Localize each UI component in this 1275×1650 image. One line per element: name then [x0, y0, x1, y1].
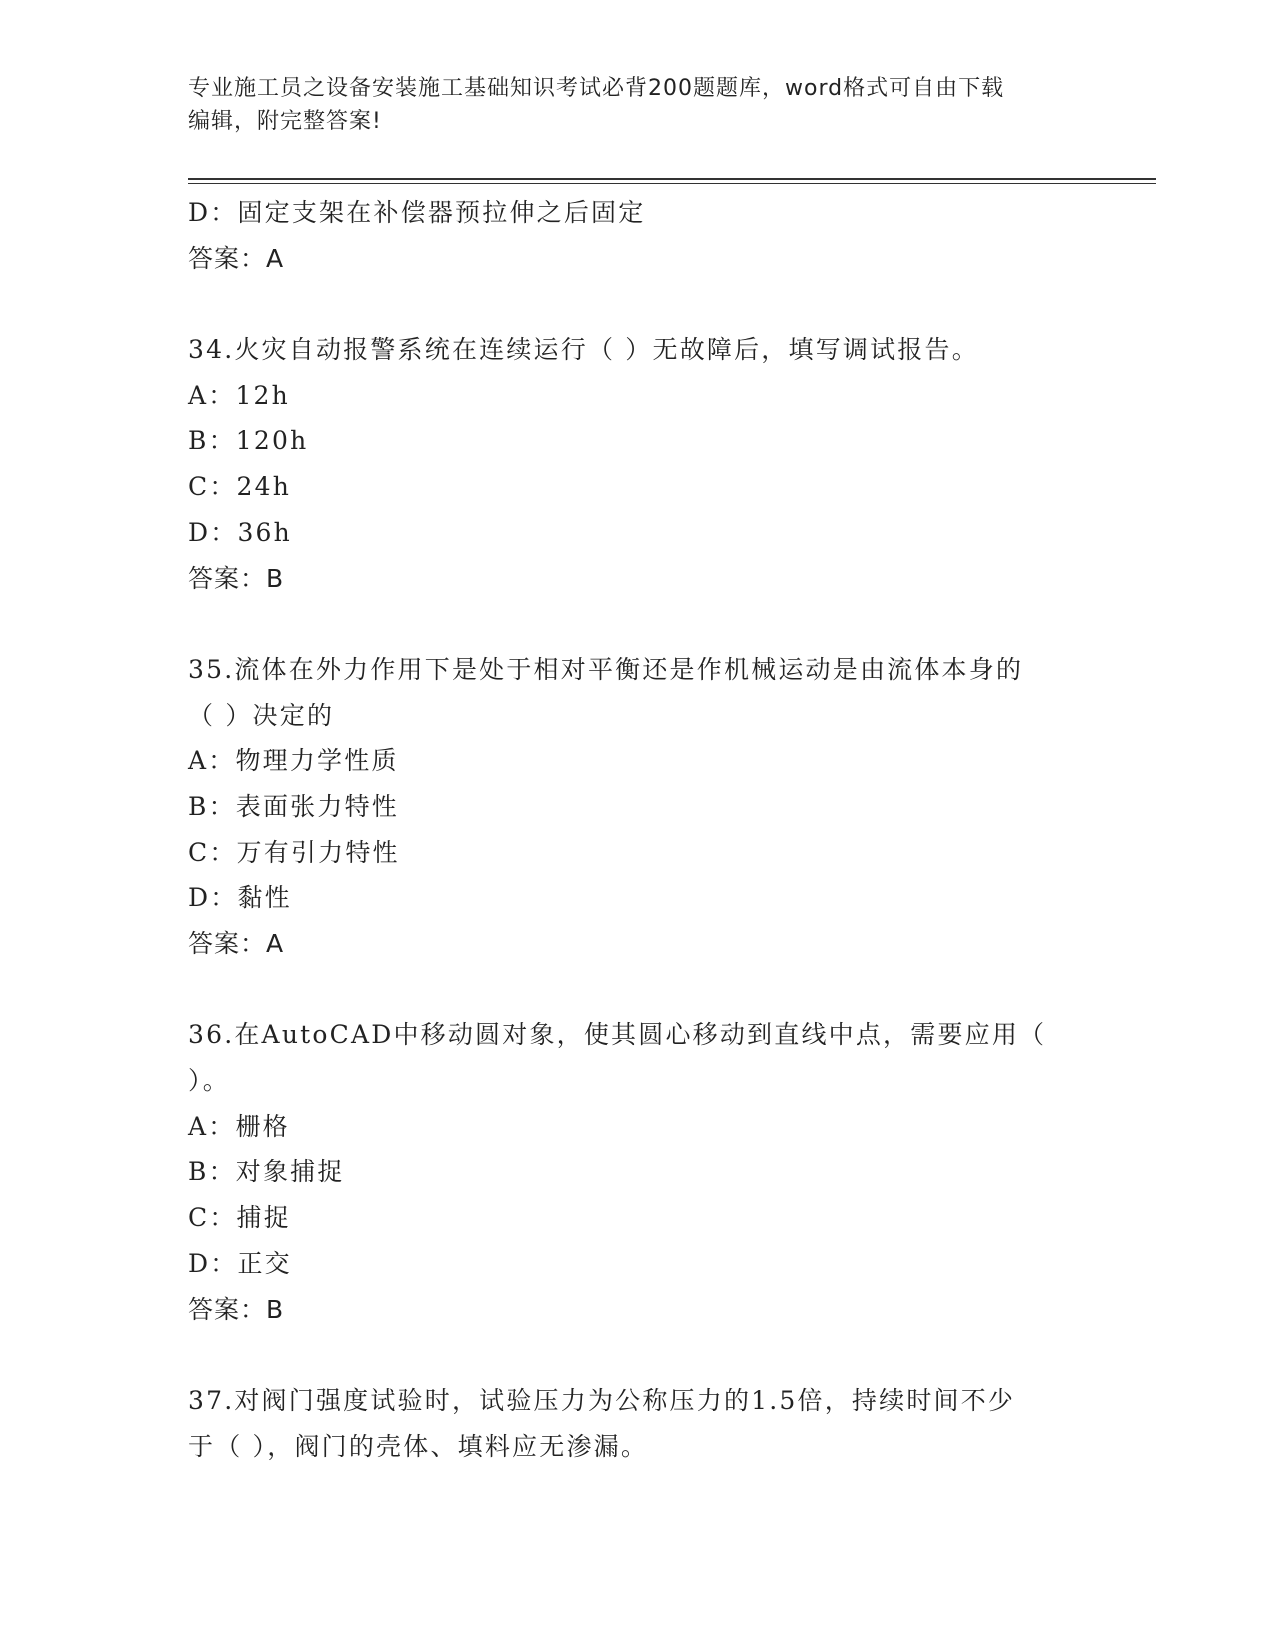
question-34-answer: 答案：B [188, 563, 285, 593]
spacer [188, 281, 1088, 327]
spacer [188, 601, 1088, 647]
spacer [188, 967, 1088, 1013]
spacer [188, 1332, 1088, 1378]
question-list [188, 190, 1088, 1469]
question-35-option-b: B：表面张力特性 [188, 791, 399, 821]
prev-question-option-d: D：固定支架在补偿器预拉伸之后固定 [188, 198, 646, 227]
question-36-option-a: A：栅格 [188, 1111, 290, 1141]
question-36-option-b: B：对象捕捉 [188, 1157, 345, 1187]
question-35-text-line-2: （ ）决定的 [188, 700, 335, 730]
question-35-option-a: A：物理力学性质 [188, 746, 399, 776]
header-divider-thin [188, 183, 1156, 184]
question-35-answer: 答案：A [188, 929, 285, 958]
question-35-text-line-1: 35.流体在外力作用下是处于相对平衡还是作机械运动是由流体本身的 [188, 654, 1024, 684]
question-34-text: 34.火灾自动报警系统在连续运行（ ）无故障后，填写调试报告。 [188, 335, 979, 365]
question-36-option-d: D：正交 [188, 1248, 292, 1278]
header-title-line-2: 编辑，附完整答案! [188, 109, 382, 134]
question-35-option-d: D：黏性 [188, 883, 292, 913]
prev-question-answer: 答案：A [188, 243, 285, 273]
question-34-option-b: B：120h [188, 426, 309, 456]
question-34-option-c: C：24h [188, 472, 292, 502]
header-divider-thick [188, 178, 1156, 180]
header-title-line-1: 专业施工员之设备安装施工基础知识考试必背200题题库，word格式可自由下载 [188, 76, 1005, 101]
question-36-option-c: C：捕捉 [188, 1203, 291, 1233]
question-36-answer: 答案：B [188, 1294, 285, 1324]
question-35-option-c: C：万有引力特性 [188, 837, 400, 867]
question-34-option-a: A：12h [188, 380, 290, 410]
question-36-text-line-2: ）。 [188, 1066, 230, 1096]
question-34-option-d: D：36h [188, 517, 292, 547]
question-37-text-line-1: 37.对阀门强度试验时，试验压力为公称压力的1.5倍，持续时间不少 [188, 1385, 1016, 1415]
question-37-text-line-2: 于（ ），阀门的壳体、填料应无渗漏。 [188, 1431, 649, 1461]
document-header [188, 72, 1068, 138]
question-36-text-line-1: 36.在AutoCAD中移动圆对象，使其圆心移动到直线中点，需要应用（ [188, 1020, 1047, 1050]
